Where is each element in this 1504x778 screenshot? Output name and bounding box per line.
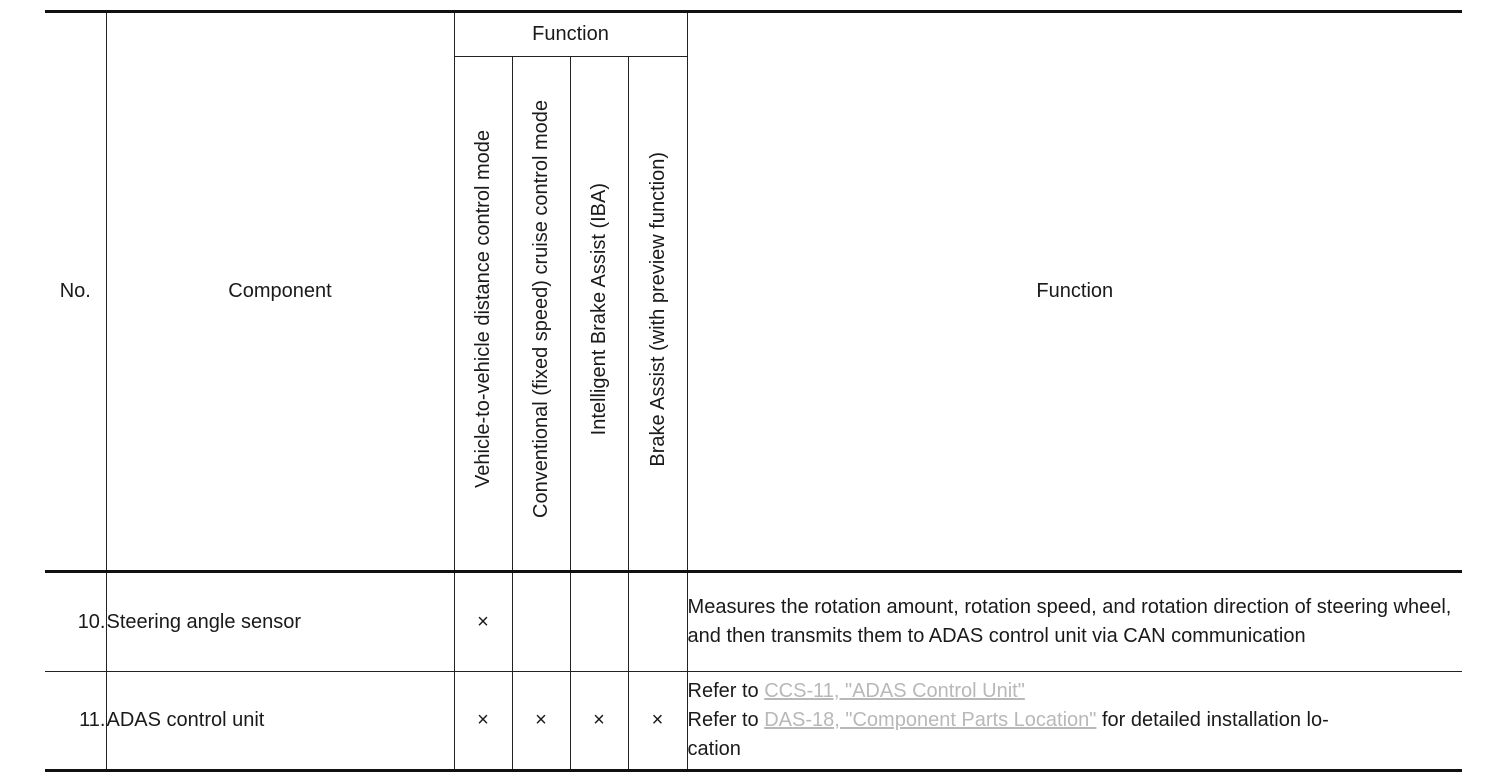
mark-cell [628, 572, 687, 672]
header-iba-label: Intelligent Brake Assist (IBA) [588, 182, 610, 436]
description-line [688, 677, 1463, 706]
table-row [45, 672, 1462, 771]
row-number: 11. [45, 672, 106, 771]
header-function-group: Function [454, 12, 687, 57]
header-no: No. [45, 12, 106, 572]
description-line [688, 706, 1463, 735]
refer-text: Refer to [687, 709, 765, 731]
row-number: 10. [45, 572, 106, 672]
mark-cell: × [454, 572, 512, 672]
table-header-row [45, 12, 1462, 57]
description-line: cation [687, 738, 741, 760]
das-18-link[interactable]: DAS-18, "Component Parts Location" [764, 709, 1097, 731]
ccs-11-link[interactable]: CCS-11, "ADAS Control Unit" [764, 680, 1025, 702]
header-brake-assist-preview [628, 57, 687, 572]
mark-cell [570, 572, 628, 672]
header-vehicle-distance-mode-label: Vehicle-to-vehicle distance control mode [472, 130, 494, 488]
component-function-table [45, 10, 1462, 772]
row-component: ADAS control unit [106, 672, 454, 771]
row-description: Measures the rotation amount, rotation speed, and rotation direction of steering wheel, and then transmits them to ADAS control unit via CAN communication [687, 572, 1462, 672]
mark-cell: × [570, 672, 628, 771]
mark-cell: × [512, 672, 570, 771]
header-conventional-cruise-mode-label: Conventional (fixed speed) cruise control mode [530, 100, 552, 518]
header-component: Component [106, 12, 454, 572]
mark-cell: × [454, 672, 512, 771]
row-description [687, 672, 1462, 771]
header-vehicle-distance-mode [454, 57, 512, 572]
table-row [45, 572, 1462, 672]
refer-text: Refer to [687, 680, 765, 702]
mark-cell: × [628, 672, 687, 771]
mark-cell [512, 572, 570, 672]
header-iba [570, 57, 628, 572]
header-brake-assist-preview-label: Brake Assist (with preview function) [646, 151, 669, 467]
description-suffix: for detailed installation lo- [1096, 709, 1329, 731]
row-component: Steering angle sensor [106, 572, 454, 672]
header-function-description: Function [687, 12, 1462, 572]
header-conventional-cruise-mode [512, 57, 570, 572]
